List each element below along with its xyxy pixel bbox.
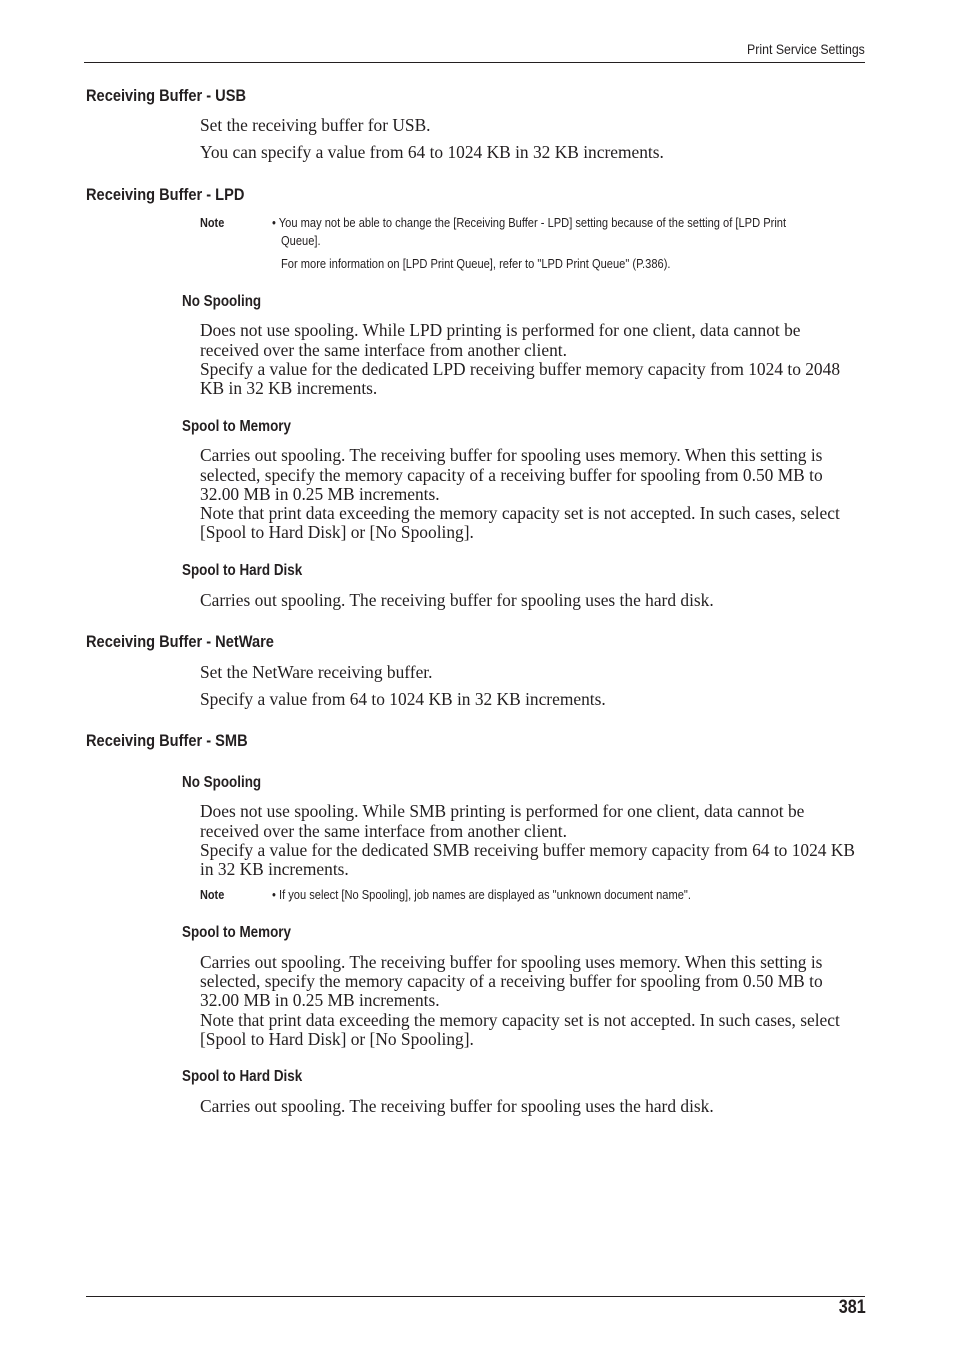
subsection-heading: No Spooling — [182, 293, 262, 310]
paragraph: You can specify a value from 64 to 1024 KB in 32 KB increments. — [200, 142, 664, 162]
paragraph-line: Carries out spooling. The receiving buffer for spooling uses memory. When this setting is — [200, 952, 823, 972]
paragraph-line: selected, specify the memory capacity of a receiving buffer for spooling from 0.50 MB to — [200, 971, 823, 991]
paragraph-line: in 32 KB increments. — [200, 859, 349, 879]
paragraph-line: 32.00 MB in 0.25 MB increments. — [200, 990, 440, 1010]
section-heading: Receiving Buffer - SMB — [86, 731, 248, 750]
subsection-heading: Spool to Memory — [182, 924, 292, 941]
subsection-heading: No Spooling — [182, 774, 262, 791]
note-text: • You may not be able to change the [Receiving Buffer - LPD] setting because of the setting of [LPD Print — [272, 215, 787, 230]
paragraph-line: selected, specify the memory capacity of a receiving buffer for spooling from 0.50 MB to — [200, 465, 823, 485]
paragraph: Carries out spooling. The receiving buffer for spooling uses the hard disk. — [200, 590, 714, 610]
paragraph-line: [Spool to Hard Disk] or [No Spooling]. — [200, 1029, 474, 1049]
subsection-heading: Spool to Memory — [182, 418, 292, 435]
paragraph-line: Does not use spooling. While SMB printing is performed for one client, data cannot be — [200, 801, 805, 821]
note-text: • If you select [No Spooling], job names are displayed as "unknown document name". — [272, 887, 691, 902]
section-heading: Receiving Buffer - NetWare — [86, 632, 274, 651]
paragraph-line: received over the same interface from another client. — [200, 340, 567, 360]
paragraph: Set the NetWare receiving buffer. — [200, 662, 433, 682]
paragraph: Carries out spooling. The receiving buffer for spooling uses the hard disk. — [200, 1096, 714, 1116]
header-rule — [84, 62, 865, 63]
section-heading: Receiving Buffer - USB — [86, 86, 247, 105]
paragraph-line: Note that print data exceeding the memory capacity set is not accepted. In such cases, select — [200, 1010, 840, 1030]
note-text: For more information on [LPD Print Queue], refer to "LPD Print Queue" (P.386). — [281, 256, 671, 271]
subsection-heading: Spool to Hard Disk — [182, 562, 303, 579]
section-heading: Receiving Buffer - LPD — [86, 185, 245, 204]
note-label: Note — [200, 887, 225, 902]
page-number: 381 — [839, 1297, 866, 1318]
running-header: Print Service Settings — [747, 41, 865, 57]
note-text: Queue]. — [281, 233, 321, 248]
paragraph-line: received over the same interface from another client. — [200, 821, 567, 841]
paragraph-line: 32.00 MB in 0.25 MB increments. — [200, 484, 440, 504]
paragraph-line: Specify a value for the dedicated SMB receiving buffer memory capacity from 64 to 1024 KB — [200, 840, 856, 860]
subsection-heading: Spool to Hard Disk — [182, 1068, 303, 1085]
footer-rule — [86, 1296, 865, 1297]
paragraph-line: Carries out spooling. The receiving buffer for spooling uses memory. When this setting is — [200, 445, 823, 465]
paragraph: Set the receiving buffer for USB. — [200, 115, 431, 135]
paragraph-line: Note that print data exceeding the memory capacity set is not accepted. In such cases, select — [200, 503, 840, 523]
note-label: Note — [200, 215, 225, 230]
paragraph-line: KB in 32 KB increments. — [200, 378, 378, 398]
paragraph-line: Specify a value for the dedicated LPD receiving buffer memory capacity from 1024 to 2048 — [200, 359, 841, 379]
paragraph-line: [Spool to Hard Disk] or [No Spooling]. — [200, 522, 474, 542]
paragraph-line: Does not use spooling. While LPD printing is performed for one client, data cannot be — [200, 320, 801, 340]
paragraph: Specify a value from 64 to 1024 KB in 32 KB increments. — [200, 689, 606, 709]
